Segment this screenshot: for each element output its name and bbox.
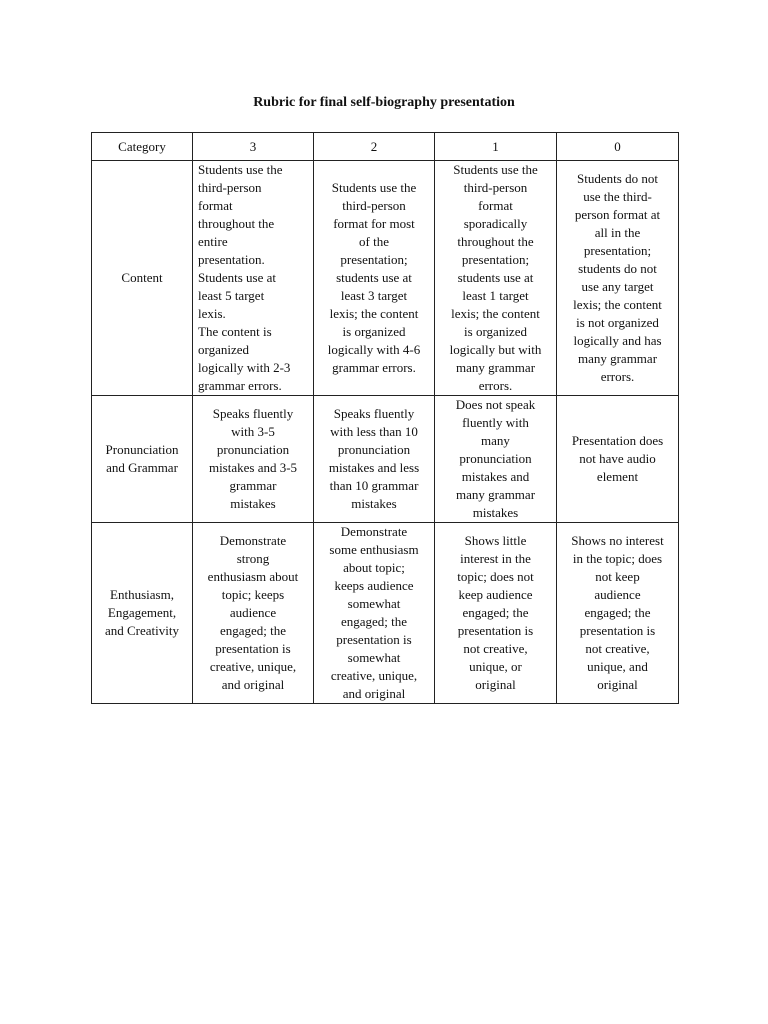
criteria-text-line: with 3-5 (231, 424, 275, 439)
criteria-text-line: is organized (464, 324, 527, 339)
criteria-text-line: logically with 2-3 (198, 360, 291, 375)
category-text-line: Engagement, (107, 605, 177, 620)
category-text-line: Content (121, 270, 163, 285)
header-score-2: 2 (314, 133, 435, 161)
criteria-text-line: engaged; the (584, 605, 651, 620)
criteria-text-line: not keep (595, 569, 640, 584)
criteria-text-line: Demonstrate (219, 533, 287, 548)
criteria-text-line: engaged; the (219, 623, 287, 638)
criteria-text-line: The content is (198, 324, 272, 339)
criteria-text-line: original (475, 677, 516, 692)
header-score-1: 1 (435, 133, 557, 161)
criteria-text-line: person format at (574, 207, 661, 222)
criteria-text-line: Shows no interest (571, 533, 664, 548)
criteria-text-line: Students use the (453, 162, 538, 177)
criteria-text-line: errors. (600, 369, 635, 384)
criteria-text-line: third-person (342, 198, 406, 213)
criteria-text-line: many grammar (455, 487, 536, 502)
header-score-3: 3 (193, 133, 314, 161)
document-title: Rubric for final self-biography presentation (253, 95, 515, 110)
criteria-text-line: use the third- (583, 189, 652, 204)
criteria-text-line: presentation is (579, 623, 656, 638)
criteria-text-line: lexis; the content (573, 297, 662, 312)
criteria-text-line: grammar errors. (198, 378, 282, 393)
criteria-text-line: Students use at (198, 270, 276, 285)
score-2-cell (314, 523, 435, 704)
criteria-text-line: somewhat (347, 596, 401, 611)
score-0-cell (557, 161, 679, 396)
category-cell (92, 523, 193, 704)
criteria-text-line: least 1 target (462, 288, 529, 303)
criteria-text-line: Speaks fluently (333, 406, 415, 421)
score-1-cell (435, 161, 557, 396)
criteria-text-line: Does not speak (455, 397, 536, 412)
criteria-text-line: least 3 target (340, 288, 408, 303)
criteria-text-line: students use at (457, 270, 534, 285)
criteria-text-line: Demonstrate (340, 524, 408, 539)
criteria-text-line: not creative, (463, 641, 528, 656)
category-cell (92, 396, 193, 523)
criteria-text-line: audience (229, 605, 277, 620)
criteria-text-line: entire (198, 234, 228, 249)
criteria-text-line: is organized (342, 324, 406, 339)
category-text-line: Pronunciation (105, 442, 179, 457)
criteria-text-line: lexis; the content (329, 306, 419, 321)
criteria-text-line: and original (342, 686, 406, 701)
criteria-text-line: sporadically (463, 216, 528, 231)
criteria-text-line: use any target (581, 279, 654, 294)
criteria-text-line: mistakes (230, 496, 276, 511)
category-text-line: and Creativity (104, 623, 179, 638)
criteria-text-line: Students use the (331, 180, 417, 195)
criteria-text-line: engaged; the (462, 605, 529, 620)
criteria-text-line: keep audience (458, 587, 533, 602)
criteria-text-line: organized (198, 342, 250, 357)
criteria-text-line: engaged; the (340, 614, 408, 629)
criteria-text-line: creative, unique, (209, 659, 297, 674)
criteria-text-line: with less than 10 (330, 424, 418, 439)
criteria-text-line: about topic; (343, 560, 405, 575)
criteria-text-line: logically with 4-6 (327, 342, 421, 357)
criteria-text-line: mistakes (351, 496, 397, 511)
criteria-text-line: Students do not (577, 171, 658, 186)
rubric-row-enthusiasm-engagement-creativity (92, 523, 679, 704)
criteria-text-line: logically and has (573, 333, 662, 348)
criteria-text-line: pronunciation (337, 442, 411, 457)
criteria-text-line: strong (236, 551, 270, 566)
score-1-cell (435, 523, 557, 704)
criteria-text-line: Shows little (464, 533, 527, 548)
criteria-text-line: many grammar (577, 351, 658, 366)
criteria-text-line: presentation is (336, 632, 412, 647)
criteria-text-line: not have audio (579, 451, 656, 466)
criteria-text-line: presentation; (340, 252, 408, 267)
criteria-text-line: many (481, 433, 510, 448)
criteria-text-line: is not organized (576, 315, 659, 330)
criteria-text-line: Presentation does (571, 433, 664, 448)
criteria-text-line: lexis; the content (451, 306, 540, 321)
criteria-text-line: topic; does not (457, 569, 534, 584)
criteria-text-line: than 10 grammar (329, 478, 419, 493)
criteria-text-line: Students use the (198, 162, 283, 177)
score-1-cell (435, 396, 557, 523)
criteria-text-line: all in the (594, 225, 641, 240)
criteria-text-line: throughout the (198, 216, 275, 231)
category-text-line: and Grammar (106, 460, 178, 475)
criteria-text-line: interest in the (460, 551, 531, 566)
criteria-text-line: of the (359, 234, 389, 249)
category-cell (92, 161, 193, 396)
criteria-text-line: mistakes and 3-5 (208, 460, 298, 475)
criteria-text-line: students use at (336, 270, 412, 285)
criteria-text-line: audience (594, 587, 641, 602)
criteria-text-line: Speaks fluently (212, 406, 294, 421)
score-2-cell (314, 161, 435, 396)
criteria-text-line: and original (221, 677, 285, 692)
score-3-cell (193, 523, 314, 704)
criteria-text-line: lexis. (198, 306, 226, 321)
rubric-row-pronunciation-grammar (92, 396, 679, 523)
score-2-cell (314, 396, 435, 523)
criteria-text-line: format for most (333, 216, 415, 231)
criteria-text-line: keeps audience (334, 578, 414, 593)
header-category: Category (92, 133, 193, 161)
criteria-text-line: in the topic; does (572, 551, 663, 566)
criteria-text-line: presentation is (215, 641, 291, 656)
header-score-0: 0 (557, 133, 679, 161)
rubric-row-content (92, 161, 679, 396)
criteria-text-line: logically but with (449, 342, 542, 357)
criteria-text-line: mistakes and (461, 469, 530, 484)
criteria-text-line: not creative, (585, 641, 650, 656)
criteria-text-line: throughout the (457, 234, 534, 249)
criteria-text-line: least 5 target (198, 288, 265, 303)
criteria-text-line: many grammar (455, 360, 536, 375)
criteria-text-line: somewhat (347, 650, 401, 665)
criteria-text-line: errors. (478, 378, 513, 393)
criteria-text-line: presentation; (583, 243, 652, 258)
criteria-text-line: creative, unique, (330, 668, 418, 683)
score-0-cell (557, 396, 679, 523)
criteria-text-line: format (198, 198, 233, 213)
criteria-text-line: presentation is (457, 623, 534, 638)
criteria-text-line: topic; keeps (221, 587, 285, 602)
criteria-text-line: unique, or (469, 659, 522, 674)
score-0-cell (557, 523, 679, 704)
criteria-text-line: pronunciation (459, 451, 532, 466)
criteria-text-line: third-person (198, 180, 262, 195)
criteria-text-line: element (596, 469, 639, 484)
criteria-text-line: unique, and (587, 659, 648, 674)
rubric-table (91, 132, 679, 704)
criteria-text-line: grammar errors. (332, 360, 416, 375)
criteria-text-line: mistakes and less (328, 460, 420, 475)
criteria-text-line: grammar (229, 478, 277, 493)
criteria-text-line: fluently with (462, 415, 529, 430)
criteria-text-line: some enthusiasm (329, 542, 419, 557)
score-3-cell (193, 161, 314, 396)
criteria-text-line: presentation; (461, 252, 530, 267)
criteria-text-line: third-person (463, 180, 528, 195)
criteria-text-line: pronunciation (216, 442, 290, 457)
category-text-line: Enthusiasm, (110, 587, 174, 602)
criteria-text-line: format (478, 198, 513, 213)
criteria-text-line: original (597, 677, 638, 692)
criteria-text-line: enthusiasm about (207, 569, 299, 584)
criteria-text-line: presentation. (198, 252, 265, 267)
score-3-cell (193, 396, 314, 523)
criteria-text-line: mistakes (472, 505, 519, 520)
rubric-header-row (92, 133, 679, 161)
criteria-text-line: students do not (578, 261, 657, 276)
